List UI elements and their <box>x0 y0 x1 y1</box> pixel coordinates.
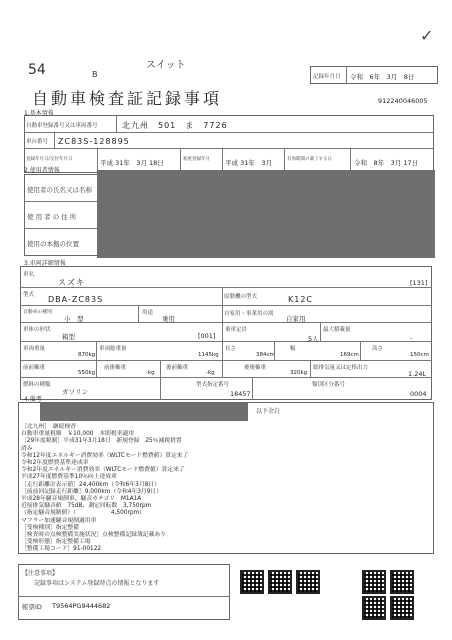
vehicle-section-label: 3.車両詳細情報 <box>24 260 66 267</box>
note-line: マフラー加速騒音規制適用車 <box>21 517 97 524</box>
note-line: 近接排気騒音値 75dB、測定回転数 3,750rpm <box>21 503 152 510</box>
reg-date-label: 登録年月日/交付年月日 <box>26 157 73 162</box>
front-front-axle-value: 550kg <box>78 370 96 376</box>
fuel-label: 燃料の種類 <box>23 382 51 388</box>
maker-label: 車名 <box>23 272 35 278</box>
rear-front-axle-value: -kg <box>206 370 215 376</box>
note-line: 令和2年度燃費基準達成率 <box>21 460 89 467</box>
use-label: 用途 <box>142 310 154 316</box>
redacted-notes-header <box>40 403 248 421</box>
body-value: 箱型 <box>62 333 75 341</box>
kind-value: 小 型 <box>64 315 84 323</box>
note-line: 平成28年騒音規制車、騒音カテゴリ M1A1A <box>21 496 142 503</box>
gross-weight-value: 1145kg <box>198 352 219 358</box>
width-label: 幅 <box>290 346 296 352</box>
maker-value: スズキ <box>58 278 85 287</box>
qr-code-4 <box>362 570 386 594</box>
displacement-label: 総排気量又は定格出力 <box>313 365 369 371</box>
note-line: 令和2年度エネルギー消費効率（WLTCモード燃費値）算定来了 <box>21 467 185 474</box>
class-value: 0004 <box>410 390 427 398</box>
rear-front-axle-label: 後前軸重 <box>166 365 189 371</box>
note-line: ［29年度税制］平成31年3月18日 新規登録 25％減税措置 <box>21 438 182 445</box>
plate-value: 北九州 501 ま 7726 <box>122 121 228 130</box>
inspection-notes <box>21 424 188 554</box>
note-line: （指定騒音規制値）（ 4,500rpm） <box>21 510 145 517</box>
note-line: 済み <box>21 445 33 452</box>
redacted-user-info <box>97 170 435 258</box>
capacity-label: 乗車定員 <box>225 327 248 333</box>
qr-code-5 <box>390 570 414 594</box>
handwritten-name: スイット <box>146 60 186 71</box>
issue-date-value: 令和 6年 3月 8日 <box>350 73 415 81</box>
model-label: 型式 <box>23 292 35 298</box>
weight-value: 870kg <box>78 352 96 358</box>
max-load-label: 最大積載量 <box>323 327 351 333</box>
qr-code-7 <box>390 596 414 620</box>
kind-label: 自動車の種別 <box>23 310 52 315</box>
expiry-value: 令和 8年 3月 17日 <box>354 159 419 167</box>
first-reg-label: 初度登録年月 <box>183 157 210 162</box>
use-value: 乗用 <box>162 315 175 323</box>
body-code: [001] <box>198 332 216 340</box>
note-line: ［前前回記録走行距離］9,000km（令和4年3月9日） <box>21 488 163 495</box>
note-line: 自動車重量税額 ￥10,000 本則税率適用 <box>21 431 135 438</box>
engine-label: 原動機の型式 <box>224 294 258 300</box>
private-label: 自家用・事業用の別 <box>224 311 274 317</box>
class-label: 類別区分番号 <box>312 382 346 388</box>
front-rear-axle-value: -kg <box>146 370 155 376</box>
max-load-value: - <box>410 334 413 342</box>
qr-code-3 <box>296 570 320 594</box>
vin-value: ZC83S-128895 <box>58 137 130 146</box>
capacity-value: 5人 <box>308 335 319 343</box>
handwritten-number: 54 <box>28 62 46 78</box>
engine-value: K12C <box>288 295 314 304</box>
qr-code-2 <box>268 570 292 594</box>
height-label: 高さ <box>372 346 384 352</box>
notice-text: 記録事項はシステム登録時点の情報となります <box>34 580 160 587</box>
height-value: 150cm <box>410 352 429 358</box>
note-line: ［走行距離計表示値］24,400km（令和6年3月8日） <box>21 481 160 488</box>
issue-date-label: 記録年月日 <box>313 74 341 80</box>
weight-label: 車両重量 <box>23 346 46 352</box>
vin-label: 車台番号 <box>26 139 49 145</box>
document-title: 自動車検査証記録事項 <box>32 89 223 108</box>
document-number: 912240046005 <box>378 97 428 105</box>
form-id-value: T9564PG9444682 <box>52 602 111 610</box>
first-reg-value: 平成 31年 3月 <box>225 159 272 167</box>
front-rear-axle-label: 前後軸重 <box>104 365 127 371</box>
maker-code: [131] <box>410 279 428 287</box>
user-name-label: 使用者の氏名又は名称 <box>27 186 92 194</box>
width-value: 169cm <box>340 352 359 358</box>
rear-rear-axle-label: 後後軸重 <box>244 365 267 371</box>
approval-value: 18457 <box>230 390 251 398</box>
user-section-label: 2.使用者情報 <box>24 167 60 174</box>
length-label: 長さ <box>225 346 237 352</box>
qr-code-6 <box>362 596 386 620</box>
expiry-label: 有効期間の満了する日 <box>287 157 332 162</box>
basic-section-label: 1.基本情報 <box>24 110 54 117</box>
note-line: ［検査時の点検整備実施状況］点検整備記録簿記載あり <box>21 532 166 539</box>
displacement-value: 1.24L <box>408 370 427 378</box>
fuel-value: ガソリン <box>62 388 88 396</box>
rear-rear-axle-value: 320kg <box>290 370 308 376</box>
body-label: 車体の形状 <box>23 327 51 333</box>
model-value: DBA-ZC83S <box>48 295 104 304</box>
reg-date-value: 平成 31年 3月 18日 <box>100 159 164 167</box>
note-line: ［受検形態］指定整備工場 <box>21 539 91 546</box>
form-id-label: 帳票ID <box>22 603 42 611</box>
note-line: 平成27年度燃費基準10％向上達成車 <box>21 474 117 481</box>
note-line: ［整備工場コード］91-00122 <box>21 546 102 553</box>
note-line: ［北九州］ 継続検査 <box>21 424 77 430</box>
user-base-label: 使用の本拠の位置 <box>27 240 79 248</box>
note-line: ［受検種別］指定整備 <box>21 524 79 531</box>
notes-section-label: 4.備考 <box>24 396 42 403</box>
front-front-axle-label: 前前軸重 <box>23 365 46 371</box>
note-line: 令和12年度エネルギー消費効率（WLTCモード燃費値）算定来了 <box>21 452 189 459</box>
qr-code-1 <box>240 570 264 594</box>
gross-weight-label: 車両総重量 <box>99 346 127 352</box>
checkmark-icon: ✓ <box>420 26 434 45</box>
handwritten-letter: B <box>92 70 98 79</box>
approval-label: 型式指定番号 <box>196 382 230 388</box>
user-address-label: 使 用 者 の 住 所 <box>27 213 77 221</box>
notes-blank-label: 以下余白 <box>256 408 281 415</box>
private-value: 自家用 <box>286 315 306 323</box>
length-value: 384cm <box>256 352 275 358</box>
notice-title: 【注意事項】 <box>22 570 59 577</box>
plate-label: 自動車登録番号又は車両番号 <box>26 123 98 129</box>
